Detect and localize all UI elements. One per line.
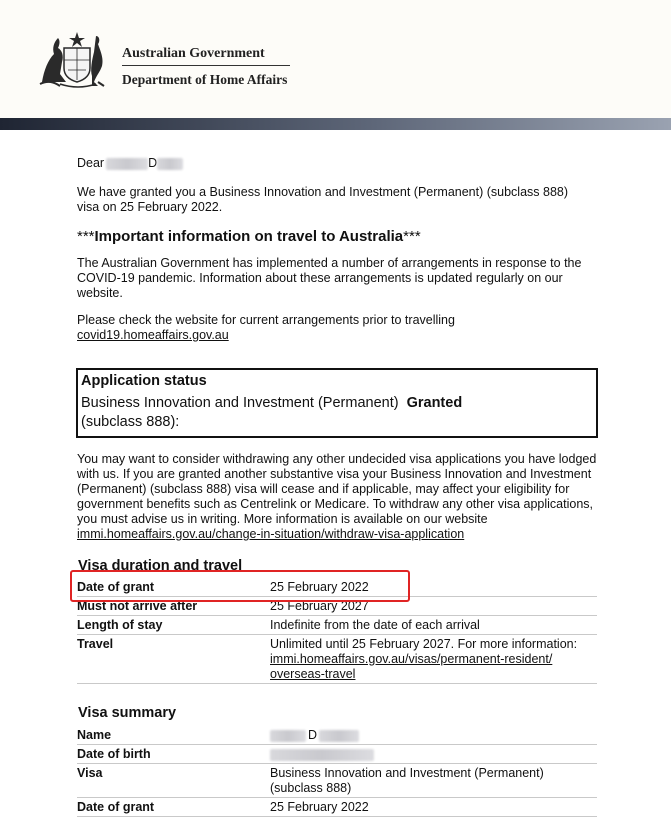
row-label: Must not arrive after xyxy=(77,597,270,616)
grant-sentence: We have granted you a Business Innovation and Investment (Permanent) (subclass 888) visa on 25 February 2022. xyxy=(77,185,569,214)
name-initial: D xyxy=(308,728,318,742)
letter-body xyxy=(77,156,597,343)
letterhead-divider xyxy=(122,65,290,66)
travel-stars-right: *** xyxy=(403,228,421,245)
letterhead xyxy=(0,0,671,118)
redacted-name xyxy=(270,730,306,742)
status-title: Application status xyxy=(81,373,207,389)
header-band xyxy=(0,118,671,130)
government-name: Australian Government xyxy=(122,46,265,61)
table-row xyxy=(77,798,597,817)
row-value: Business Innovation and Investment (Permanent) (subclass 888) xyxy=(270,764,597,798)
application-status-box xyxy=(76,368,598,438)
table-row xyxy=(77,764,597,798)
check-paragraph: Please check the website for current arrangements prior to travelling xyxy=(77,313,455,327)
redacted-date-of-birth xyxy=(270,749,374,761)
redacted-name-rest xyxy=(319,730,359,742)
row-label: Date of birth xyxy=(77,745,270,764)
withdraw-note xyxy=(77,452,597,542)
name-initial: D xyxy=(148,156,158,170)
date-of-grant-highlight xyxy=(70,570,410,602)
table-row xyxy=(77,726,597,745)
row-value xyxy=(270,745,597,764)
status-visa-subclass: (subclass 888): xyxy=(81,414,180,430)
coat-of-arms-icon xyxy=(38,30,116,88)
travel-heading xyxy=(77,229,597,244)
summary-section-title: Visa summary xyxy=(78,705,177,721)
department-name: Department of Home Affairs xyxy=(122,72,288,87)
summary-table xyxy=(77,726,597,817)
overseas-travel-link-cont[interactable]: overseas-travel xyxy=(270,667,356,681)
redacted-first-name xyxy=(106,158,148,170)
duration-section-title: Visa duration and travel xyxy=(78,558,243,574)
row-value: 25 February 2027 xyxy=(270,597,597,616)
overseas-travel-link[interactable]: immi.homeaffairs.gov.au/visas/permanent-resident/ xyxy=(270,652,553,666)
withdraw-note-text: You may want to consider withdrawing any other undecided visa applications you have lodged with us. If you are granted another substantive visa your Business Innovation and Investment (Permanent) (subclass 888) visa will cease and if applicable, may affect your eligibility for government benefits such as Centrelink or Medicare. To withdraw any other visa applications, you must advise us in writing. More information is available on our website xyxy=(77,452,597,526)
status-visa-line xyxy=(81,395,462,411)
covid-website-link[interactable]: covid19.homeaffairs.gov.au xyxy=(77,328,229,342)
row-value xyxy=(270,635,597,684)
withdraw-visa-link[interactable]: immi.homeaffairs.gov.au/change-in-situation/withdraw-visa-application xyxy=(77,527,465,541)
travel-heading-text: Important information on travel to Australia xyxy=(94,228,404,245)
row-label: Name xyxy=(77,726,270,745)
travel-text: Unlimited until 25 February 2027. For more information: xyxy=(270,637,578,651)
salutation xyxy=(77,156,597,171)
row-value: Indefinite from the date of each arrival xyxy=(270,616,597,635)
row-value xyxy=(270,726,597,745)
redacted-surname xyxy=(157,158,183,170)
status-visa-name: Business Innovation and Investment (Permanent) xyxy=(81,395,399,411)
table-row xyxy=(77,616,597,635)
row-value: 25 February 2022 xyxy=(270,578,597,597)
salutation-word: Dear xyxy=(77,156,105,170)
row-label: Travel xyxy=(77,635,270,684)
table-row xyxy=(77,745,597,764)
row-label: Length of stay xyxy=(77,616,270,635)
status-value: Granted xyxy=(406,395,463,411)
row-label: Date of grant xyxy=(77,578,270,597)
table-row xyxy=(77,635,597,684)
travel-stars-left: *** xyxy=(77,228,95,245)
row-label: Date of grant xyxy=(77,798,270,817)
row-value: 25 February 2022 xyxy=(270,798,597,817)
travel-paragraph: The Australian Government has implemented a number of arrangements in response to the COVID-19 pandemic. Information about these arrangements is updated regularly on our website. xyxy=(77,256,582,300)
row-label: Visa xyxy=(77,764,270,798)
